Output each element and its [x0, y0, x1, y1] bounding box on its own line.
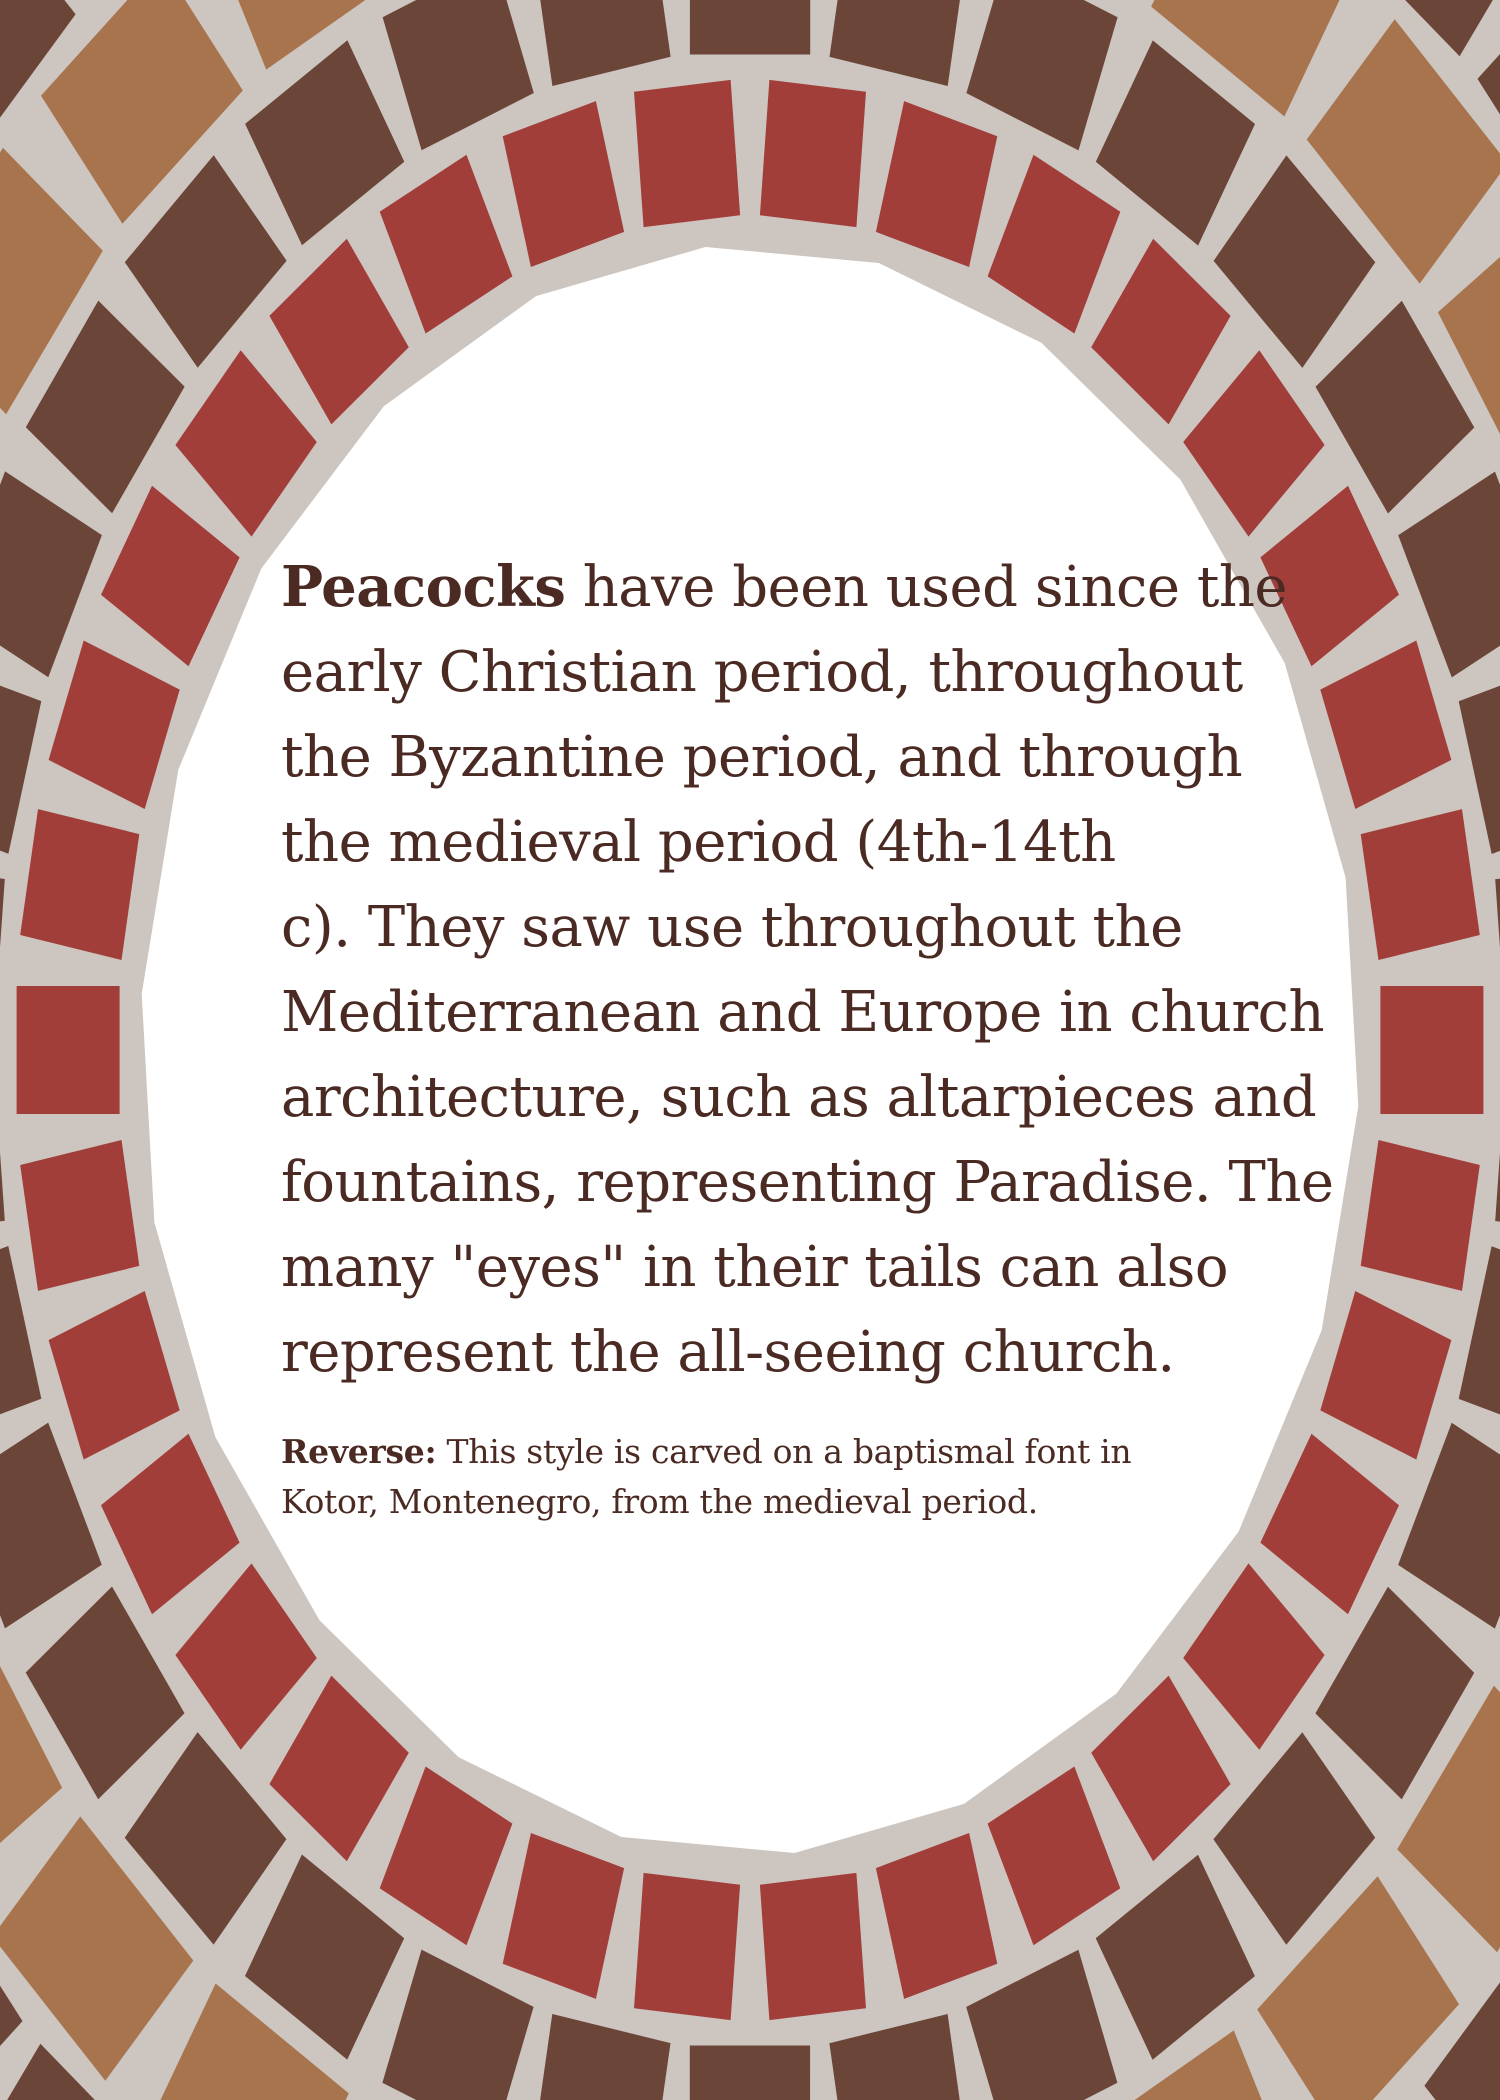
- main-line-5: c). They saw use throughout the: [281, 895, 1183, 960]
- mosaic-tile: [49, 641, 180, 810]
- mosaic-tile: [1495, 866, 1500, 1037]
- mosaic-tile: [1459, 1246, 1500, 1438]
- mosaic-tile: [1095, 2030, 1293, 2100]
- mosaic-tile: [175, 1563, 316, 1749]
- mosaic-tile: [0, 1246, 41, 1438]
- mosaic-tile: [383, 0, 534, 150]
- mosaic-tile: [0, 1063, 5, 1234]
- mosaic-tile: [20, 809, 139, 960]
- mosaic-tile: [533, 0, 671, 86]
- mosaic-tile: [966, 0, 1117, 150]
- note-line-2: Kotor, Montenegro, from the medieval period.: [281, 1482, 1038, 1521]
- mosaic-tile: [1183, 350, 1324, 536]
- main-line-9: many "eyes" in their tails can also: [281, 1235, 1229, 1300]
- mosaic-tile: [966, 1950, 1117, 2100]
- mosaic-tile: [245, 40, 404, 245]
- mosaic-tile: [382, 1950, 533, 2100]
- note-line-1: Reverse: This style is carved on a baptismal font in: [281, 1432, 1132, 1471]
- mosaic-tile: [634, 80, 740, 227]
- mosaic-tile: [269, 239, 408, 425]
- mosaic-tile: [269, 1676, 408, 1862]
- main-paragraph: [281, 545, 1334, 1395]
- mosaic-tile: [380, 155, 513, 334]
- reverse-note: [281, 1427, 1281, 1527]
- mosaic-tile: [380, 1767, 513, 1946]
- main-line-7: architecture, such as altarpieces and: [281, 1065, 1317, 1130]
- mosaic-tile: [1260, 1434, 1399, 1615]
- mosaic-tile: [1361, 809, 1480, 960]
- mosaic-tile: [988, 1767, 1121, 1946]
- mosaic-tile: [988, 155, 1121, 334]
- mosaic-tile: [876, 1833, 997, 1999]
- mosaic-tile: [503, 101, 624, 267]
- mosaic-tile: [1320, 1291, 1451, 1460]
- mosaic-tile: [1495, 1063, 1500, 1234]
- main-line-2: early Christian period, throughout: [281, 640, 1243, 705]
- mosaic-tile: [20, 1140, 139, 1291]
- mosaic-tile: [1091, 239, 1230, 425]
- mosaic-tile: [690, 0, 810, 55]
- mosaic-tile: [0, 866, 5, 1037]
- main-line-8: fountains, representing Paradise. The: [281, 1150, 1334, 1215]
- main-line-3: the Byzantine period, and through: [281, 725, 1243, 790]
- mosaic-tile: [1459, 662, 1500, 854]
- mosaic-tile: [101, 486, 240, 667]
- note-label: Reverse:: [281, 1432, 437, 1471]
- text-block: [281, 545, 1334, 1527]
- mosaic-tile: [634, 1873, 740, 2020]
- mosaic-tile: [1096, 1855, 1255, 2060]
- main-line-6: Mediterranean and Europe in church: [281, 980, 1325, 1045]
- mosaic-tile: [503, 1833, 624, 1999]
- lead-word: Peacocks: [281, 554, 566, 620]
- mosaic-tile: [49, 1291, 180, 1460]
- mosaic-tile: [829, 2014, 967, 2100]
- main-line-1: Peacocks have been used since the: [281, 554, 1288, 620]
- mosaic-tile: [1183, 1563, 1324, 1749]
- mosaic-tile: [1380, 986, 1483, 1114]
- mosaic-tile: [532, 2014, 670, 2100]
- mosaic-tile: [1320, 641, 1451, 810]
- main-line-4: the medieval period (4th-14th: [281, 810, 1116, 875]
- mosaic-tile: [17, 986, 120, 1114]
- mosaic-tile: [690, 2046, 810, 2100]
- main-line-10: represent the all-seeing church.: [281, 1320, 1175, 1385]
- mosaic-tile: [760, 1873, 866, 2020]
- mosaic-tile: [876, 101, 997, 267]
- mosaic-tile: [207, 0, 405, 70]
- mosaic-tile: [175, 350, 316, 536]
- mosaic-tile: [1361, 1140, 1480, 1291]
- mosaic-tile: [0, 662, 41, 854]
- mosaic-tile: [830, 0, 968, 86]
- mosaic-tile: [1091, 1676, 1230, 1862]
- mosaic-tile: [760, 80, 866, 227]
- mosaic-tile: [101, 1434, 240, 1615]
